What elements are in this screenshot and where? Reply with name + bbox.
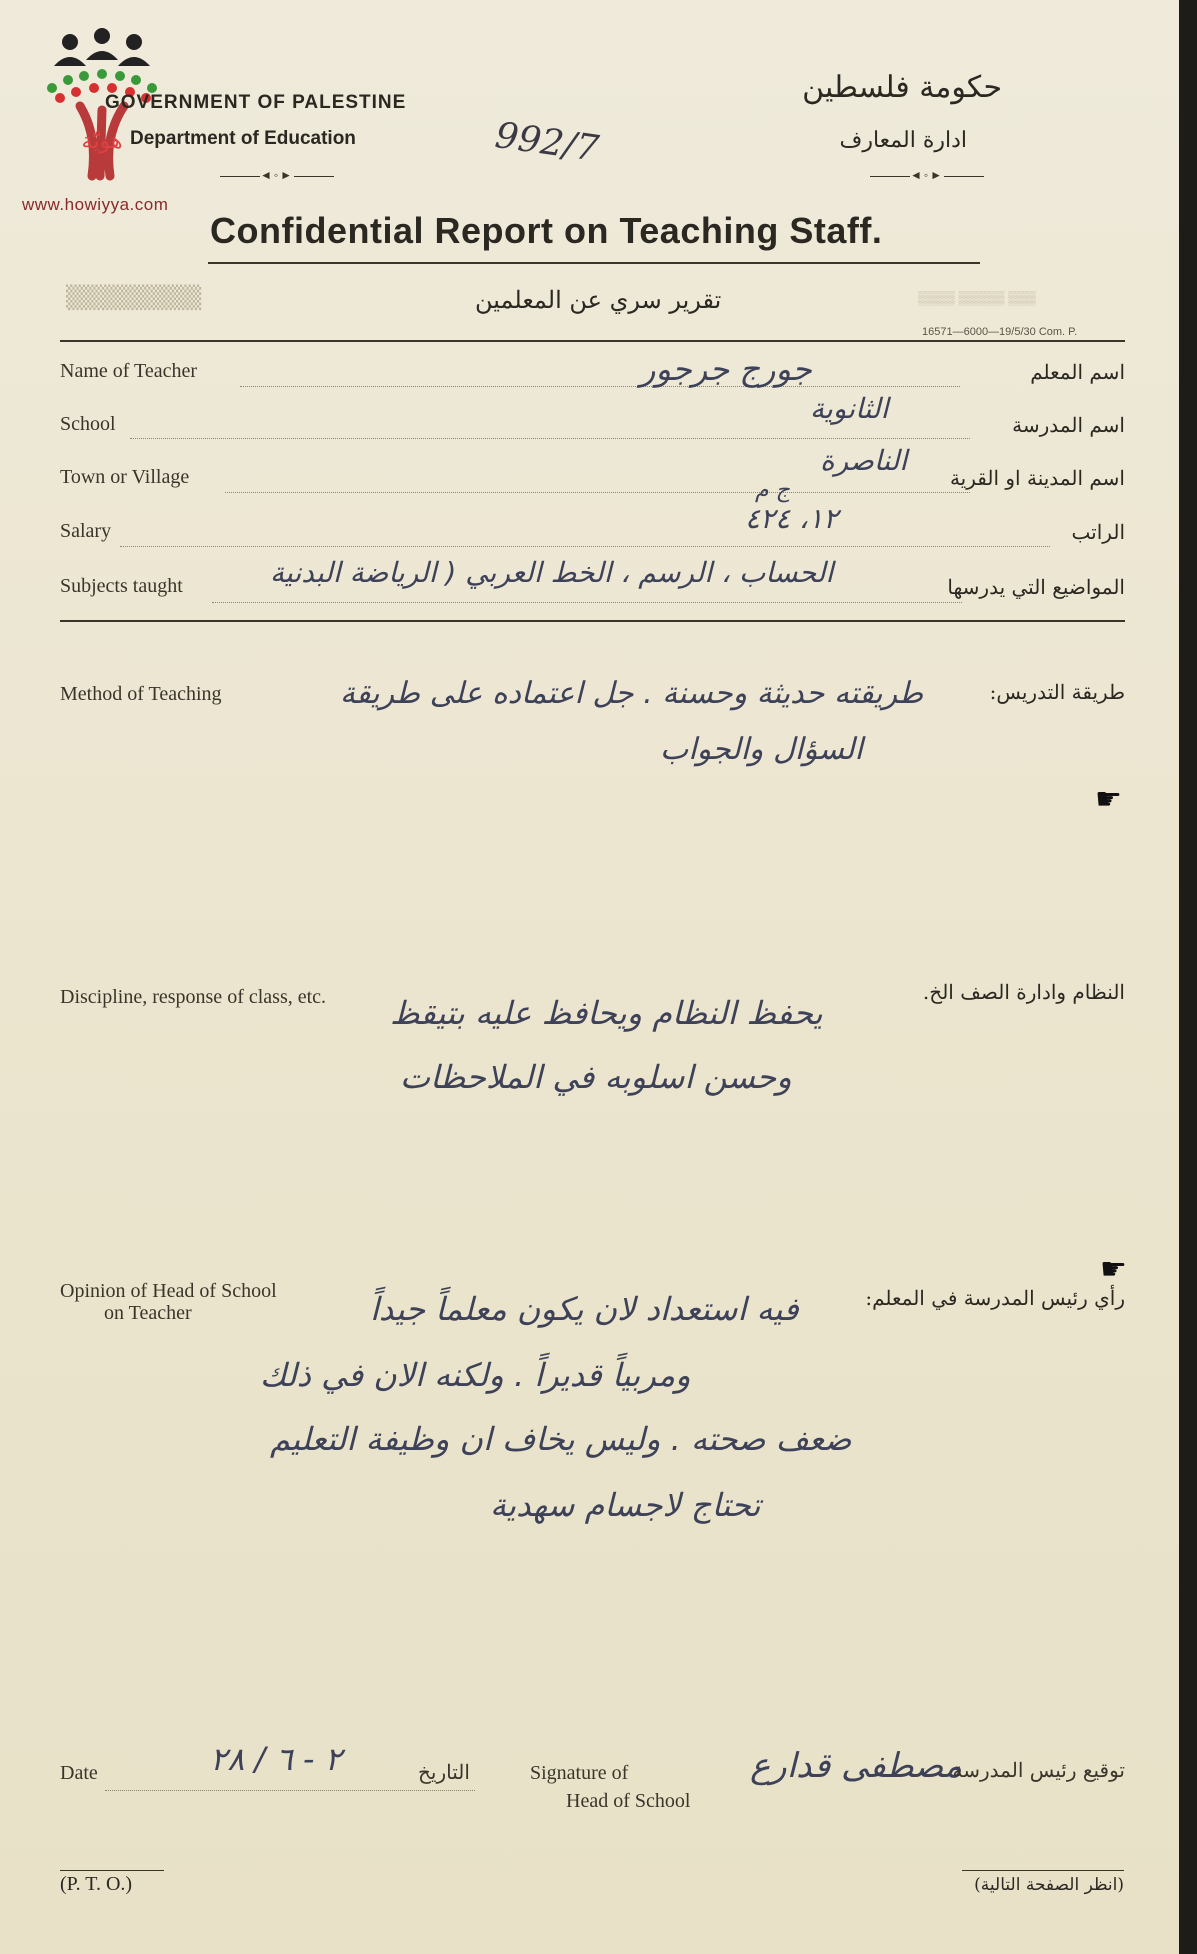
logo-text: هويّة [81, 129, 123, 154]
discipline-line-1: يحفظ النظام ويحافظ عليه بتيقظ [390, 994, 823, 1032]
government-heading-ar: حكومة فلسطين [802, 70, 1002, 105]
pointing-hand-icon: ☛ [1095, 783, 1122, 816]
subjects-value: الحساب ، الرسم ، الخط العربي ( الرياضة البدنية [270, 556, 834, 589]
header-rule [60, 340, 1125, 342]
name-label: Name of Teacher [60, 360, 198, 382]
school-label: School [60, 413, 116, 435]
salary-line [120, 546, 1050, 547]
date-label: Date [60, 1762, 98, 1784]
salary-currency: ج م [755, 478, 790, 503]
salary-value: ١٢، ٤٢٤ [745, 502, 839, 535]
salary-label: Salary [60, 520, 112, 542]
signature: مصطفى قدارع [750, 1746, 963, 1786]
pto-label-ar: (انظر الصفحة التالية) [962, 1870, 1124, 1895]
opinion-label [60, 1280, 277, 1324]
opinion-label-line-1: Opinion of Head of School [60, 1280, 277, 1302]
page-subtitle-ar: تقرير سري عن المعلمين [475, 286, 722, 314]
pto-label: (P. T. O.) [60, 1870, 164, 1896]
subjects-label-ar: المواضيع التي يدرسها [947, 575, 1125, 599]
opinion-label-ar: رأي رئيس المدرسة في المعلم: [865, 1286, 1125, 1310]
discipline-label: Discipline, response of class, etc. [60, 986, 327, 1008]
salary-label-ar: الراتب [1071, 520, 1125, 544]
bleed-through-text: ▒▒▒▒ ▒▒▒▒▒ ▒▒▒ [918, 290, 1036, 305]
method-label: Method of Teaching [60, 683, 222, 705]
print-code: 16571—6000—19/5/30 Com. P. [922, 326, 1078, 338]
name-line [240, 386, 960, 387]
date-line [105, 1790, 475, 1791]
method-label-ar: طريقة التدريس: [989, 680, 1125, 704]
ornament-divider: ◄◦► [870, 168, 984, 183]
town-label-ar: اسم المدينة او القرية [949, 466, 1125, 490]
bleed-through-text: ▒▒▒▒▒▒▒▒ [66, 286, 202, 311]
teacher-name: جورج جرجور [640, 350, 812, 388]
opinion-line-1: فيه استعداد لان يكون معلماً جيداً [370, 1290, 799, 1328]
discipline-label-ar: النظام وادارة الصف الخ. [922, 980, 1125, 1004]
subjects-label: Subjects taught [60, 575, 183, 597]
date-label-ar: التاريخ [418, 1760, 470, 1784]
signature-label-ar: توقيع رئيس المدرسة [952, 1758, 1125, 1782]
watermark-url: www.howiyya.com [22, 195, 169, 214]
signature-label-2: Head of School [566, 1790, 691, 1812]
ornament-divider: ◄◦► [220, 168, 334, 183]
date-value: ٢ - ٦ / ٢٨ [210, 1740, 342, 1778]
school-value: الثانوية [810, 392, 889, 425]
method-line-1: طريقته حديثة وحسنة . جل اعتماده على طريقة [340, 676, 924, 711]
title-underline [208, 262, 980, 264]
school-label-ar: اسم المدرسة [1012, 413, 1125, 437]
fields-rule [60, 620, 1125, 622]
opinion-label-line-2: on Teacher [104, 1302, 192, 1324]
page-title: Confidential Report on Teaching Staff. [210, 210, 883, 251]
file-reference: 992/7 [492, 114, 602, 171]
signature-label-1: Signature of [530, 1762, 629, 1784]
town-line [225, 492, 970, 493]
method-line-2: السؤال والجواب [660, 732, 863, 767]
name-label-ar: اسم المعلم [1030, 360, 1125, 384]
department-heading: Department of Education [130, 128, 356, 149]
government-heading: GOVERNMENT OF PALESTINE [105, 92, 407, 113]
town-label: Town or Village [60, 466, 190, 488]
opinion-line-2: ومربياً قديراً . ولكنه الان في ذلك [260, 1356, 691, 1394]
subjects-line [212, 602, 962, 603]
town-value: الناصرة [820, 444, 908, 477]
discipline-line-2: وحسن اسلوبه في الملاحظات [400, 1058, 792, 1096]
school-line [130, 438, 970, 439]
opinion-line-4: تحتاج لاجسام سهدية [490, 1486, 761, 1524]
department-heading-ar: ادارة المعارف [839, 128, 967, 153]
opinion-line-3: ضعف صحته . وليس يخاف ان وظيفة التعليم [270, 1420, 852, 1458]
scan-edge [1179, 0, 1197, 1954]
pointing-hand-icon: ☛ [1100, 1253, 1127, 1286]
